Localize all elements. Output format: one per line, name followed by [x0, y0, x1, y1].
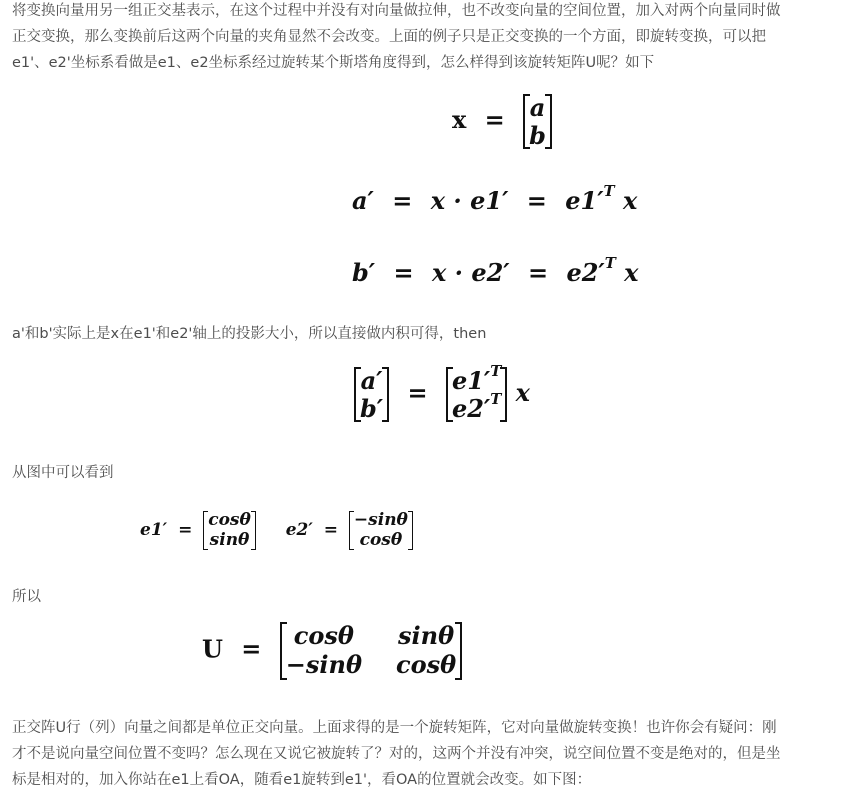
- formula-a-prime: [352, 182, 638, 215]
- equals-sign: =: [527, 258, 549, 287]
- text-line: a'和b'实际上是x在e1'和e2'轴上的投影大小，所以直接做内积可得，then: [12, 326, 487, 342]
- equals-sign: =: [241, 634, 262, 664]
- matrix-entry: b′: [360, 393, 384, 423]
- formula-projection-matrix: [354, 362, 530, 423]
- text-line: 正交变换，那么变换前后这两个向量的夹角显然不会改变。上面的例子只是正交变换的一个方面，即旋转变换，可以把: [12, 29, 766, 45]
- paragraph-conclusion: [12, 715, 859, 793]
- equals-sign: =: [484, 105, 505, 135]
- formula-lhs: e1′: [140, 520, 168, 541]
- column-matrix: [523, 94, 552, 149]
- formula-lhs: b′: [352, 258, 376, 287]
- column-matrix: [203, 511, 256, 550]
- equals-sign: =: [392, 186, 413, 215]
- formula-lhs: x: [452, 105, 467, 135]
- formula-tail: x: [515, 378, 530, 408]
- equals-sign: =: [178, 520, 193, 541]
- formula-rotation-matrix: [202, 622, 462, 680]
- text-line: 正交阵U行（列）向量之间都是单位正交向量。上面求得的是一个旋转矩阵，它对向量做旋转变换！也许你会有疑问：刚: [12, 720, 777, 736]
- matrix-entry: −sinθ: [353, 510, 408, 530]
- formula-lhs: a′: [352, 186, 374, 215]
- transpose-mark: T: [604, 254, 616, 273]
- matrix-entry: e2′: [451, 393, 491, 423]
- paragraph-therefore: [12, 584, 859, 610]
- formula-lhs: e2′: [285, 520, 313, 541]
- matrix-entry: e1′: [451, 366, 491, 395]
- formula-b-prime: [352, 254, 639, 287]
- matrix-entry: a: [529, 93, 546, 122]
- equals-sign: =: [526, 186, 547, 215]
- paragraph-projection: [12, 321, 859, 347]
- formula-rhs: e1′: [565, 186, 604, 215]
- formula-mid: x · e2′: [431, 258, 510, 287]
- matrix-entry: −sinθ: [285, 649, 362, 679]
- matrix-entry: cosθ: [395, 649, 457, 679]
- text-line: e1'、e2'坐标系看做是e1、e2坐标系经过旋转某个斯塔角度得到，怎么样得到该旋转矩阵U呢？如下: [12, 55, 655, 71]
- transpose-mark: T: [603, 182, 615, 201]
- matrix-entry: cosθ: [359, 529, 403, 550]
- matrix-entry: cosθ: [208, 510, 251, 530]
- paragraph-intro: [12, 0, 859, 76]
- matrix-entry: sinθ: [397, 621, 455, 650]
- text-line: 将变换向量用另一组正交基表示，在这个过程中并没有对向量做拉伸，也不改变向量的空间位置，加入对两个向量同时做: [12, 3, 781, 19]
- matrix-entry: sinθ: [209, 529, 250, 550]
- column-matrix: [349, 511, 413, 550]
- equals-sign: =: [407, 378, 428, 408]
- matrix-entry: b: [529, 120, 546, 150]
- formula-lhs: U: [202, 634, 223, 664]
- text-line: 标是相对的，加入你站在e1上看OA，随看e1旋转到e1'，看OA的位置就会改变。如下图：: [12, 772, 592, 788]
- text-line: 所以: [12, 589, 41, 605]
- paragraph-from-figure: [12, 460, 859, 486]
- formula-rhs: e2′: [566, 258, 605, 287]
- formula-tail: x: [622, 186, 638, 215]
- square-matrix: [280, 622, 462, 680]
- equals-sign: =: [323, 520, 338, 541]
- formula-tail: x: [624, 258, 639, 287]
- formula-basis-vectors: [140, 511, 413, 550]
- row-basis-matrix: [446, 362, 507, 423]
- equals-sign: =: [393, 258, 414, 287]
- transpose-mark: T: [490, 362, 502, 381]
- text-line: 从图中可以看到: [12, 465, 114, 481]
- text-line: 才不是说向量空间位置不变吗？怎么现在又说它被旋转了？对的，这两个并没有冲突，说空间位置不变是绝对的，但是坐: [12, 746, 781, 762]
- formula-x-vector: [452, 94, 552, 149]
- matrix-entry: a′: [360, 366, 383, 395]
- column-matrix: [354, 367, 389, 422]
- matrix-entry: cosθ: [293, 621, 354, 650]
- transpose-mark: T: [490, 389, 502, 408]
- formula-mid: x · e1′: [430, 186, 509, 215]
